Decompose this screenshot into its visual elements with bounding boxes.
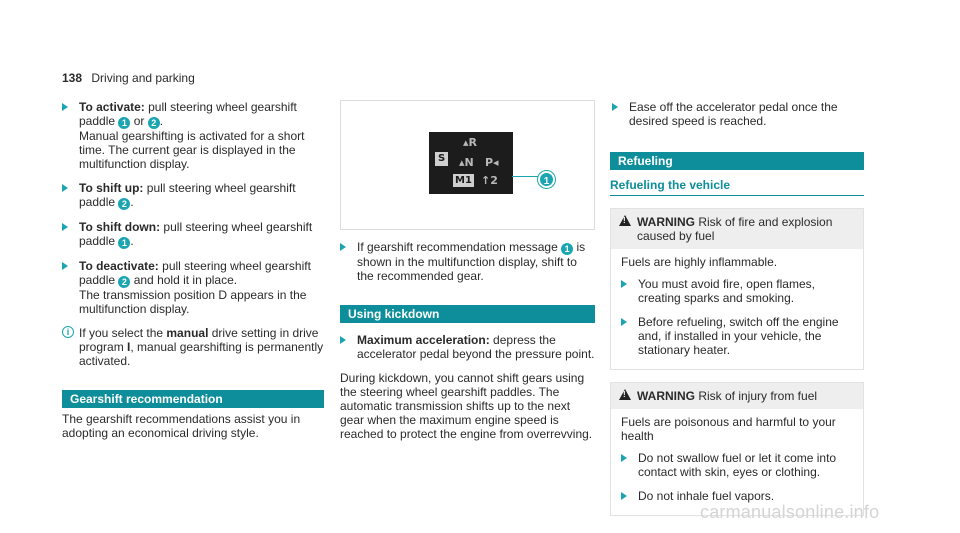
warning-item-text: Do not swallow fuel or let it come into contact with skin, eyes or clothing. bbox=[638, 451, 837, 479]
step-shift-up bbox=[62, 181, 324, 210]
note-text: drive setting in drive program bbox=[79, 326, 319, 354]
step-text: is shown in the multifunction display, shift to the recommended gear. bbox=[357, 240, 586, 283]
page-number: 138 bbox=[62, 71, 83, 85]
warning-body bbox=[611, 409, 863, 515]
warning-item bbox=[621, 451, 853, 479]
warning-body bbox=[611, 249, 863, 369]
warning-item bbox=[621, 277, 853, 305]
warning-item bbox=[621, 489, 853, 503]
warning-item-text: Before refueling, switch off the engine and, if installed in your vehicle, the stationary heater. bbox=[638, 315, 839, 357]
warning-text: Fuels are highly inflammable. bbox=[621, 255, 778, 269]
step-max-acceleration bbox=[340, 333, 595, 361]
column-3 bbox=[610, 100, 864, 528]
step-text: depress the accelerator pedal beyond the pressure point. bbox=[357, 333, 595, 361]
warning-title-text: Risk of injury from fuel bbox=[695, 389, 818, 403]
callout-1-icon: 1 bbox=[118, 117, 130, 129]
page-header bbox=[62, 71, 195, 85]
gear-p: P◂ bbox=[485, 156, 499, 169]
warning-title bbox=[611, 383, 863, 409]
warning-label: WARNING bbox=[637, 389, 695, 403]
warning-item-text: Do not inhale fuel vapors. bbox=[638, 489, 775, 503]
step-text: and hold it in place. bbox=[130, 273, 238, 287]
multifunction-display bbox=[429, 132, 513, 194]
step-label: To deactivate: bbox=[79, 259, 159, 273]
info-note bbox=[62, 326, 324, 368]
section-title: Driving and parking bbox=[91, 71, 195, 85]
callout-2-icon: 2 bbox=[118, 198, 130, 210]
warning-box-fire bbox=[610, 208, 864, 370]
info-icon: i bbox=[62, 326, 74, 338]
step-text: pull steering wheel gearshift paddle bbox=[79, 259, 311, 287]
step-ease-off bbox=[612, 100, 864, 128]
arrow-icon bbox=[340, 336, 346, 344]
callout-1-icon: 1 bbox=[118, 237, 130, 249]
step-detail: The transmission position D appears in the multifunction display. bbox=[79, 288, 307, 316]
gear-r: ▴R bbox=[463, 136, 477, 149]
step-text: pull steering wheel gearshift paddle bbox=[79, 220, 313, 248]
callout-1-icon: 1 bbox=[561, 243, 573, 255]
warning-triangle-icon bbox=[619, 389, 631, 400]
section-heading-kickdown: Using kickdown bbox=[340, 305, 595, 323]
step-activate bbox=[62, 100, 324, 171]
step-label: Maximum acceleration: bbox=[357, 333, 490, 347]
arrow-icon bbox=[62, 184, 68, 192]
warning-text: Fuels are poisonous and harmful to your health bbox=[621, 415, 836, 443]
step-text: If gearshift recommendation message bbox=[357, 240, 562, 254]
arrow-icon bbox=[621, 318, 627, 326]
arrow-icon bbox=[621, 280, 627, 288]
step-shift-down bbox=[62, 220, 324, 249]
step-text: . bbox=[130, 234, 134, 248]
step-text: Ease off the accelerator pedal once the desired speed is reached. bbox=[629, 100, 838, 128]
kickdown-body: During kickdown, you cannot shift gears using the steering wheel gearshift paddles. The automatic transmission shifts up to the next gear when the maximum engine speed is reached to protect the engine from overrevving. bbox=[340, 371, 593, 441]
step-text: pull steering wheel gearshift paddle bbox=[79, 181, 296, 209]
manual-gear-badge: M1 bbox=[455, 175, 472, 186]
note-text: If you select the bbox=[79, 326, 167, 340]
step-detail: Manual gearshifting is activated for a short time. The current gear is displayed in the multifunction display. bbox=[79, 129, 305, 171]
warning-title bbox=[611, 209, 863, 249]
column-1 bbox=[62, 100, 324, 440]
arrow-icon bbox=[340, 243, 346, 251]
step-text: . bbox=[130, 195, 134, 209]
step-label: To activate: bbox=[79, 100, 145, 114]
arrow-icon bbox=[621, 492, 627, 500]
sport-s-badge: S bbox=[435, 152, 448, 166]
step-text: or bbox=[130, 114, 148, 128]
section-body: The gearshift recommendations assist you in adopting an economical driving style. bbox=[62, 412, 301, 440]
section-heading-refueling: Refueling bbox=[610, 152, 864, 170]
arrow-icon bbox=[62, 223, 68, 231]
upshift-indicator: ↑2 bbox=[481, 174, 498, 187]
note-bold: manual bbox=[166, 326, 209, 340]
arrow-icon bbox=[62, 262, 68, 270]
step-label: To shift down: bbox=[79, 220, 161, 234]
watermark: carmanualsonline.info bbox=[700, 502, 880, 522]
warning-title-text: Risk of fire and explosion caused by fuel bbox=[637, 215, 833, 243]
step-text: . bbox=[159, 114, 164, 128]
note-text: , manual gearshifting is permanently activated. bbox=[79, 340, 324, 368]
callout-2-icon: 2 bbox=[148, 117, 160, 129]
callout-2-icon: 2 bbox=[118, 276, 130, 288]
arrow-icon bbox=[612, 103, 618, 111]
gear-n: ▴N bbox=[459, 156, 474, 169]
section-heading-gearshift: Gearshift recommendation bbox=[62, 390, 324, 408]
arrow-icon bbox=[621, 454, 627, 462]
warning-item bbox=[621, 315, 853, 357]
arrow-icon bbox=[62, 103, 68, 111]
warning-label: WARNING bbox=[637, 215, 695, 229]
warning-item-text: You must avoid fire, open flames, creating sparks and smoking. bbox=[638, 277, 815, 305]
callout-line bbox=[512, 176, 538, 177]
warning-box-injury bbox=[610, 382, 864, 516]
note-bold: I bbox=[127, 340, 131, 354]
gear-display-illustration bbox=[340, 100, 595, 230]
step-recommendation bbox=[340, 240, 595, 283]
step-text: pull steering wheel gearshift paddle bbox=[79, 100, 297, 128]
step-label: To shift up: bbox=[79, 181, 144, 195]
callout-1-icon: 1 bbox=[538, 171, 555, 188]
warning-triangle-icon bbox=[619, 215, 631, 226]
step-deactivate bbox=[62, 259, 324, 316]
column-2 bbox=[340, 100, 595, 441]
subheading-refueling-vehicle: Refueling the vehicle bbox=[610, 178, 864, 196]
